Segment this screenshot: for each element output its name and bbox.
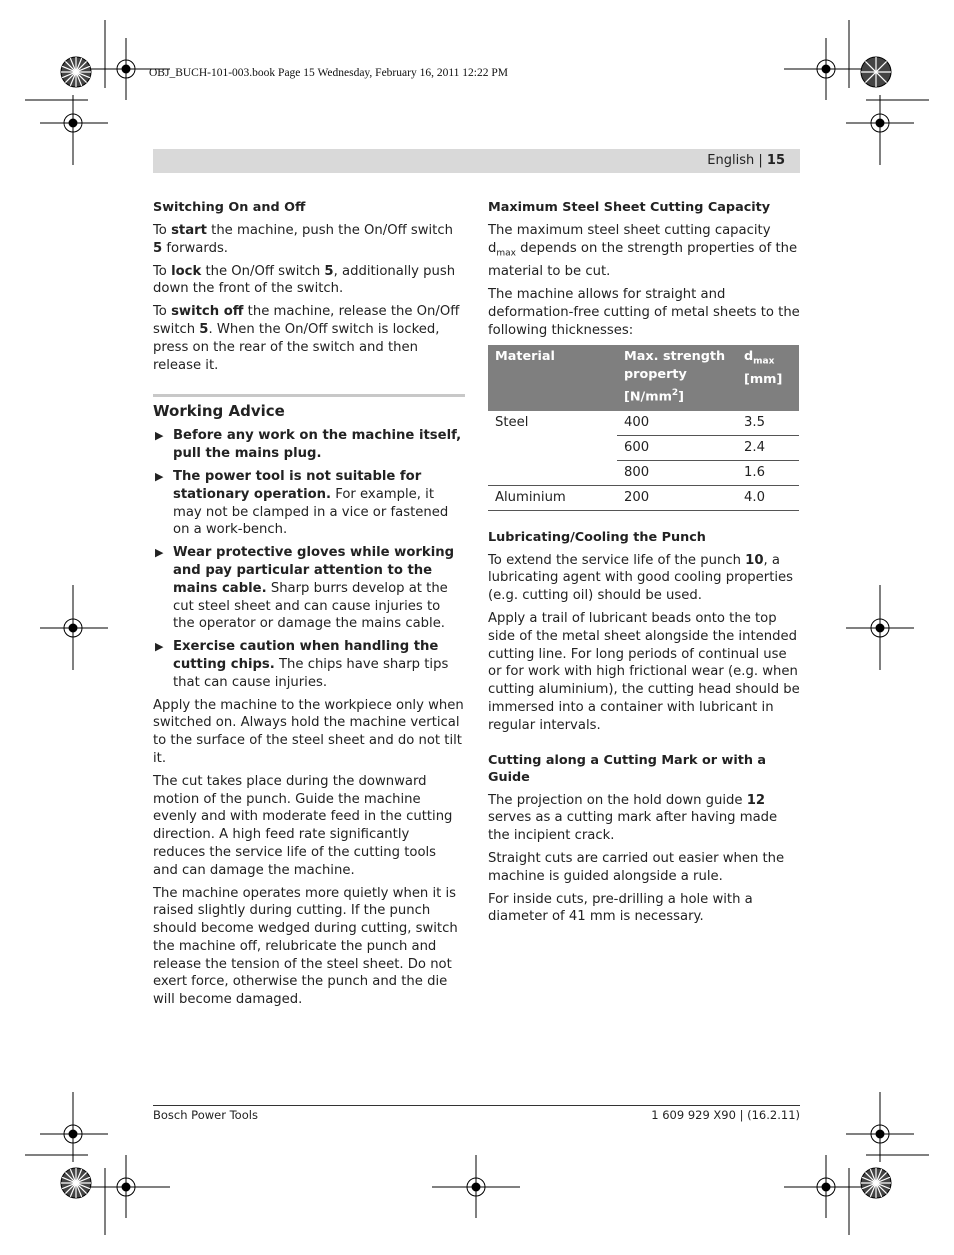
- right-column: [488, 199, 800, 931]
- section-heading-cutting-guide: Cutting along a Cutting Mark or with a Guide: [488, 752, 767, 785]
- paragraph: The cut takes place during the downward motion of the punch. Guide the machine evenly and with moderate feed in the cutting direction. A high feed rate significantly reduces the service life of the cutting tools and can damage the machine.: [153, 773, 453, 878]
- paragraph: The maximum steel sheet cutting capacity $d_{max}$ depends on the strength properties of the material to be cut.: [488, 223, 798, 280]
- starburst-target-icon: [61, 1168, 91, 1198]
- starburst-target-icon: [861, 57, 891, 87]
- section-heading-lubricating: Lubricating/Cooling the Punch: [488, 529, 706, 545]
- paragraph: To start the machine, push the On/Off switch 5 forwards.: [153, 223, 453, 256]
- paragraph: The machine allows for straight and deformation-free cutting of metal sheets to the following thicknesses:: [488, 287, 800, 338]
- section-heading-capacity: Maximum Steel Sheet Cutting Capacity: [488, 200, 771, 215]
- table-cell: 1.6: [737, 460, 799, 485]
- starburst-target-icon: [861, 1168, 891, 1198]
- table-cell: 3.5: [737, 411, 799, 436]
- crosshair-icon: [432, 1155, 520, 1218]
- paragraph: For inside cuts, pre-drilling a hole with a diameter of 41 mm is necessary.: [488, 891, 753, 925]
- table-cell: 600: [617, 435, 737, 460]
- paragraph: Apply a trail of lubricant beads onto the top side of the metal sheet alongside the intended cutting line. For long periods of continual use or for work with high frictional wear (e.g. when cutting aluminium), the cutting head should be immersed into a container with lubricant in regular intervals.: [488, 611, 800, 733]
- warning-bullet: ▶ Exercise caution when handling the cutting chips. The chips have sharp tips that can cause injuries.: [155, 639, 449, 690]
- header-separator: |: [754, 153, 767, 168]
- crosshair-icon: [40, 585, 108, 670]
- section-heading-working-advice: Working Advice: [153, 402, 285, 421]
- table-row: [488, 435, 799, 460]
- warning-bullet: ▶ Wear protective gloves while working and pay particular attention to the mains cable. Sharp burrs develop at the cut steel sheet and can cause injuries to the operator or damage the mains cable.: [155, 545, 455, 632]
- left-column: [153, 199, 465, 1014]
- section-heading-switching: Switching On and Off: [153, 200, 306, 215]
- table-header-row: [488, 345, 799, 410]
- cutting-capacity-table: [488, 345, 799, 510]
- warning-bullet: ▶ Before any work on the machine itself, pull the mains plug.: [155, 428, 462, 462]
- column-header-material: Material: [488, 345, 617, 410]
- table-cell: 4.0: [737, 485, 799, 510]
- column-header-strength: Max. strength property $[N/mm^2]$: [617, 345, 737, 410]
- triangle-bullet-icon: ▶: [155, 640, 164, 654]
- table-row: [488, 485, 799, 510]
- paragraph: To lock the On/Off switch 5, additionally push down the front of the switch.: [153, 263, 456, 297]
- crosshair-icon: [846, 95, 914, 165]
- footer-divider: [153, 1105, 800, 1106]
- print-slug: OBJ_BUCH-101-003.book Page 15 Wednesday, February 16, 2011 12:22 PM: [149, 67, 508, 79]
- table-row: [488, 460, 799, 485]
- paragraph: The machine operates more quietly when it is raised slightly during cutting. If the punch should become wedged during cutting, switch the machine off, relubricate the punch and release the tension of the steel sheet. Do not exert force, otherwise the punch and the die will become damaged.: [153, 885, 458, 1008]
- crosshair-icon: [784, 1155, 870, 1218]
- table-cell: 2.4: [737, 435, 799, 460]
- warning-bullet: ▶ The power tool is not suitable for stationary operation. For example, it may not be clamped in a vice or fastened on a work-bench.: [155, 468, 449, 538]
- header-text: [707, 153, 785, 168]
- page-number: 15: [766, 153, 785, 168]
- crosshair-icon: [40, 1092, 108, 1162]
- table-cell: [488, 435, 617, 460]
- crosshair-icon: [40, 95, 108, 165]
- triangle-bullet-icon: ▶: [155, 429, 164, 443]
- table-cell: 800: [617, 460, 737, 485]
- section-divider: [153, 394, 465, 397]
- table-row: [488, 411, 799, 436]
- paragraph: To extend the service life of the punch 10, a lubricating agent with good cooling properties (e.g. cutting oil) should be used.: [488, 552, 794, 604]
- table-cell: Steel: [495, 414, 529, 430]
- column-header-dmax: $d_{max}$ [mm]: [737, 345, 799, 410]
- running-header: [153, 149, 800, 173]
- footer-brand: Bosch Power Tools: [153, 1108, 258, 1122]
- table-cell: Aluminium: [488, 485, 617, 510]
- crosshair-icon: [784, 38, 870, 100]
- crosshair-icon: [846, 1092, 914, 1162]
- table-cell: [488, 460, 617, 485]
- table-cell: 200: [617, 485, 737, 510]
- starburst-target-icon: [61, 57, 91, 87]
- triangle-bullet-icon: ▶: [155, 469, 164, 483]
- crosshair-icon: [846, 585, 914, 670]
- paragraph: Apply the machine to the workpiece only when switched on. Always hold the machine vertical to the surface of the steel sheet and do not tilt it.: [153, 697, 464, 766]
- crosshair-icon: [82, 1155, 170, 1218]
- paragraph: The projection on the hold down guide 12 serves as a cutting mark after having made the incipient crack.: [488, 792, 778, 844]
- table-cell: 400: [617, 411, 737, 436]
- paragraph: To switch off the machine, release the On/Off switch 5. When the On/Off switch is locked, press on the rear of the switch and then release it.: [153, 304, 460, 373]
- header-language: English: [707, 153, 755, 168]
- paragraph: Straight cuts are carried out easier when the machine is guided alongside a rule.: [488, 851, 785, 884]
- triangle-bullet-icon: ▶: [155, 546, 164, 560]
- footer-doc-number: 1 609 929 X90 | (16.2.11): [651, 1108, 800, 1122]
